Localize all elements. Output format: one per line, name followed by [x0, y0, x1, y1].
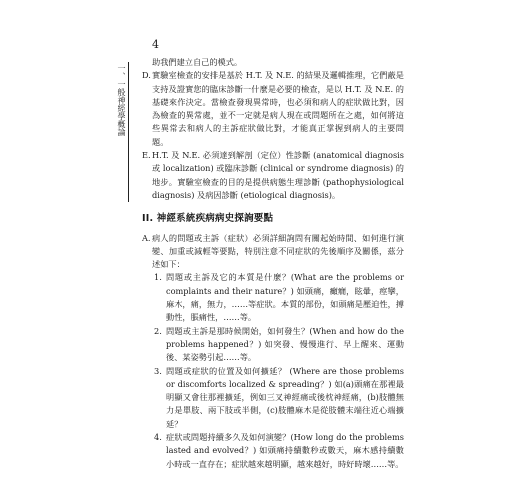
page-content	[142, 56, 404, 471]
sub-list	[154, 271, 404, 470]
item-marker: 4.	[154, 432, 162, 443]
list-item-a	[142, 232, 404, 272]
item-text: H.T. 及 N.E. 必須達到解剖（定位）性診斷 (anatomical diagnosis 或 localization) 或臨床診斷 (clinical or syndrome diagnosis) 的地步。實驗室檢查的目的是提供病態生理診斷 (pathophysiological diagnosis) 及病因診斷 (etiological diagnosis)。	[152, 150, 404, 200]
item-marker: D.	[142, 70, 151, 81]
item-text: 實驗室檢查的安排是基於 H.T. 及 N.E. 的結果及邏輯推理，它們蔽是支持及證實您的臨床診斷一什麼是必要的檢查，是以 H.T. 及 N.E. 的基礎來作決定。當檢查發現異常時，也必須和病人的症狀做比對，因為檢查的異常處，並不一定就是病人現在或問題所在之處，如何將這些異常去和病人的主訴症狀做比對，才能真正掌握到病人的主要問題。	[152, 70, 404, 147]
sub-item-2	[154, 325, 404, 365]
item-marker: A.	[142, 232, 151, 243]
item-text: 問題或主訴是那時候開始，如何發生？(When and how do the problems happened？) 如突發、慢慢進行、早上醒來、運動後、某姿勢引起……等。	[166, 325, 404, 363]
sub-item-1	[154, 271, 404, 324]
item-text: 症狀或問題持續多久及如何演變？(How long do the problems lasted and evolved？) 如頭痛持續數秒或數天，麻木感持續數小時或一直存在；症狀越來越明顯，越來越好，時好時壞……等。	[166, 432, 404, 469]
list-item-d	[142, 69, 404, 149]
sub-item-4	[154, 431, 404, 471]
page-number: 4	[152, 38, 159, 51]
side-tab-label: 一、一般神經學概論	[117, 64, 126, 136]
item-marker: E.	[142, 150, 151, 161]
item-marker: 3.	[154, 365, 162, 376]
section-heading: II. 神經系統疾病病史探詢要點	[142, 213, 274, 225]
sub-item-3	[154, 365, 404, 431]
list-item-e	[142, 149, 404, 202]
item-text: 病人的問題或主訴（症狀）必須詳細詢問有關起始時間、如何進行演變、加重或減輕等要點，特別注意不同症狀的先後順序及關係，茲分述如下：	[152, 232, 404, 270]
intro-line: 助我們建立自己的模式。	[152, 57, 243, 67]
item-text: 問題或主訴及它的本質是什麼？(What are the problems or complaints and their nature？) 如頭痛，癲癇，眩暈，痙攣，麻木，痛，無力，……等症狀。本質的部份，如頭痛是壓迫性，搏動性，脹痛性，……等。	[166, 272, 404, 323]
item-marker: 1.	[154, 272, 162, 283]
item-text: 問題或症狀的位置及如何擴延？ (Where are those problems or discomforts localized & spreading？) 如(a)頭痛在那裡最明顯又會往那裡擴延，例如三叉神經痛或後枕神經痛，(b)肢體無力是單肢、兩下肢或半側，(c)肢體麻木是從肢體末端往近心端擴延？	[166, 365, 404, 429]
item-marker: 2.	[154, 325, 162, 336]
